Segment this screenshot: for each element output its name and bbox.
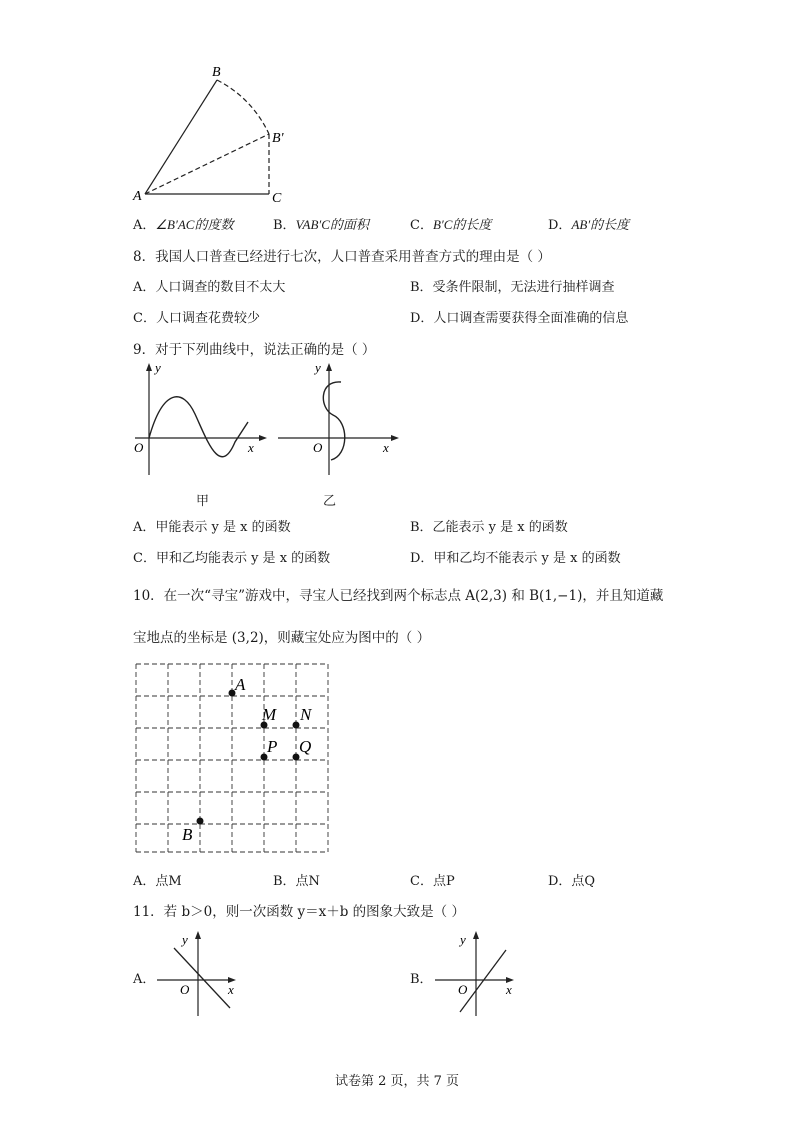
x-label: x xyxy=(383,440,389,455)
q9-option-c[interactable]: C．甲和乙均能表示 y 是 x 的函数 xyxy=(133,551,331,566)
s-curve xyxy=(323,382,344,460)
x-label: x xyxy=(248,440,254,455)
page-footer: 试卷第 2 页，共 7 页 xyxy=(334,1074,460,1089)
q11-graph-b[interactable] xyxy=(430,928,522,1020)
q9-option-d[interactable]: D．甲和乙均不能表示 y 是 x 的函数 xyxy=(410,551,621,566)
rotation-arc xyxy=(217,80,269,134)
q11-stem: 11．若 b＞0，则一次函数 y＝x＋b 的图象大致是（ ） xyxy=(133,904,465,920)
q8-option-d[interactable]: D．人口调查需要获得全面准确的信息 xyxy=(410,311,629,326)
sine-curve xyxy=(149,397,248,457)
q7-option-a[interactable]: A．∠B′AC的度数 xyxy=(133,217,234,233)
q10-option-c[interactable]: C．点P xyxy=(410,874,455,889)
caption-yi: 乙 xyxy=(323,494,337,509)
label-A: A xyxy=(133,189,142,204)
y-axis-arrow xyxy=(146,363,152,371)
x-label: x xyxy=(506,982,512,997)
q9-stem: 9．对于下列曲线中，说法正确的是（ ） xyxy=(133,342,376,358)
q7-option-c[interactable]: C．B′C的长度 xyxy=(410,217,492,233)
q11-graph-a[interactable] xyxy=(152,928,244,1020)
origin-label: O xyxy=(180,982,190,997)
x-axis-arrow xyxy=(391,435,399,441)
q7-option-b[interactable]: B．VAB′C的面积 xyxy=(273,217,369,233)
origin-label: O xyxy=(313,440,323,455)
curve-figure-jia xyxy=(130,360,275,480)
q9-option-a[interactable]: A．甲能表示 y 是 x 的函数 xyxy=(133,520,291,535)
label-A: A xyxy=(235,675,246,694)
point-B xyxy=(197,818,204,825)
segment-AB xyxy=(145,80,217,194)
q11-option-a-letter[interactable]: A． xyxy=(133,972,156,987)
q9-option-b[interactable]: B．乙能表示 y 是 x 的函数 xyxy=(410,520,568,535)
y-label: y xyxy=(155,360,161,375)
q7-option-d[interactable]: D．AB′的长度 xyxy=(548,217,630,233)
x-label: x xyxy=(228,982,234,997)
q8-option-c[interactable]: C．人口调查花费较少 xyxy=(133,311,260,326)
label-N: N xyxy=(300,705,312,724)
point-N xyxy=(293,722,300,729)
treasure-grid-figure xyxy=(130,658,340,858)
q8-option-b[interactable]: B．受条件限制，无法进行抽样调查 xyxy=(410,280,615,295)
y-axis-arrow xyxy=(326,363,332,371)
q10-stem-line1: 10．在一次“寻宝”游戏中，寻宝人已经找到两个标志点 A(2,3) 和 B(1,−1)，并且知道藏 xyxy=(133,588,664,604)
label-C: C xyxy=(272,191,282,206)
q10-option-a[interactable]: A．点M xyxy=(133,874,182,889)
label-Q: Q xyxy=(299,737,312,756)
graph-line xyxy=(174,948,230,1008)
origin-label: O xyxy=(134,440,144,455)
q8-option-a[interactable]: A．人口调查的数目不太大 xyxy=(133,280,286,295)
q11-option-b-letter[interactable]: B． xyxy=(410,972,433,987)
y-axis-arrow xyxy=(473,931,479,939)
q8-stem: 8．我国人口普查已经进行七次，人口普查采用普查方式的理由是（ ） xyxy=(133,249,551,265)
label-B: B xyxy=(182,825,193,844)
y-axis-arrow xyxy=(195,931,201,939)
q10-option-b[interactable]: B．点N xyxy=(273,874,320,889)
y-label: y xyxy=(460,932,466,947)
label-M: M xyxy=(262,705,277,724)
y-label: y xyxy=(182,932,188,947)
caption-jia: 甲 xyxy=(196,494,210,509)
label-B-prime: B' xyxy=(272,131,284,146)
y-label: y xyxy=(315,360,321,375)
curve-figure-yi xyxy=(275,360,410,480)
label-P: P xyxy=(267,737,278,756)
q10-stem-line2: 宝地点的坐标是 (3,2)，则藏宝处应为图中的（ ） xyxy=(133,630,431,646)
triangle-rotation-figure xyxy=(130,62,300,207)
x-axis-arrow xyxy=(259,435,267,441)
graph-line xyxy=(460,950,506,1012)
q10-option-d[interactable]: D．点Q xyxy=(548,874,596,889)
origin-label: O xyxy=(458,982,468,997)
label-B: B xyxy=(212,65,221,80)
